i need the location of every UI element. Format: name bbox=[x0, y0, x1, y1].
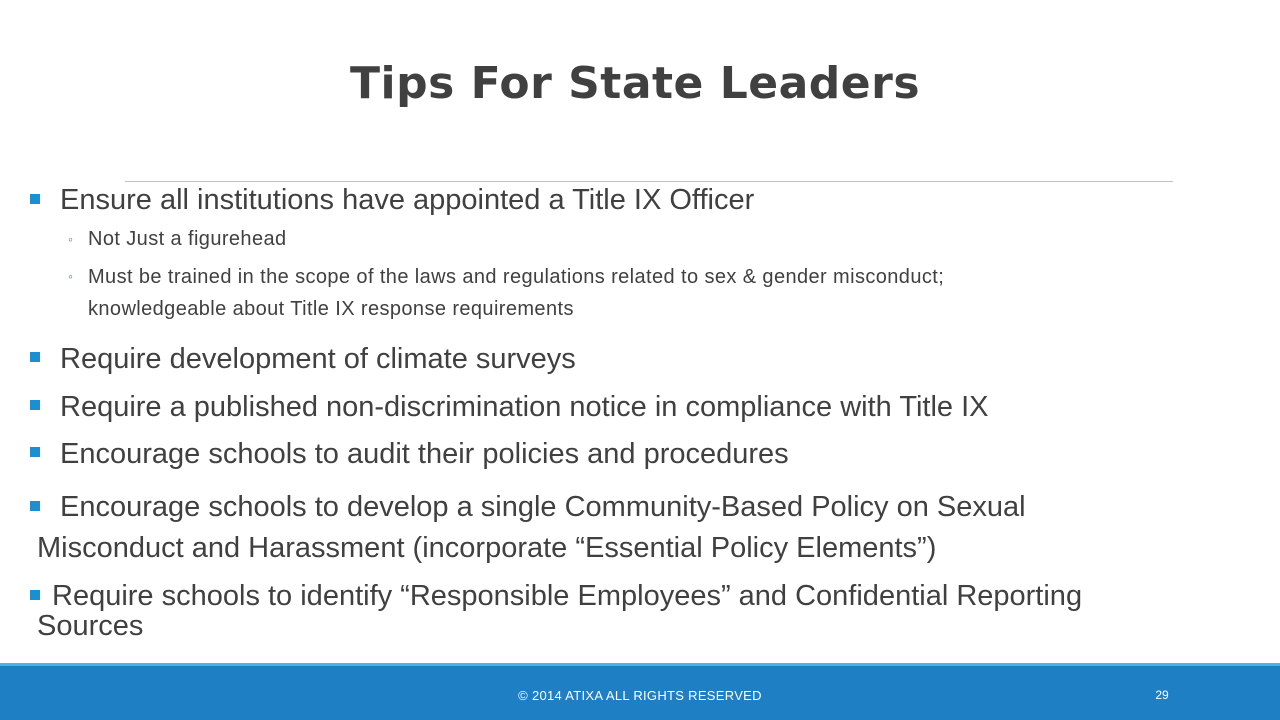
sub-bullet-item: Must be trained in the scope of the laws and regulations related to sex & gender misconduct; bbox=[88, 266, 945, 288]
bullet-item: Require schools to identify “Responsible Employees” and Confidential Reporting bbox=[52, 580, 1083, 612]
sub-bullet-marker-icon: ◦ bbox=[68, 268, 73, 284]
bullet-marker-icon bbox=[30, 194, 40, 204]
bullet-marker-icon bbox=[30, 501, 40, 511]
bullet-marker-icon bbox=[30, 352, 40, 362]
bullet-marker-icon bbox=[30, 447, 40, 457]
bullet-item: Encourage schools to develop a single Community-Based Policy on Sexual bbox=[60, 491, 1026, 523]
sub-bullet-continuation: knowledgeable about Title IX response requirements bbox=[88, 298, 574, 320]
bullet-continuation: Sources bbox=[37, 610, 144, 642]
bullet-marker-icon bbox=[30, 590, 40, 600]
bullet-item: Require a published non-discrimination notice in compliance with Title IX bbox=[60, 391, 989, 423]
bullet-item: Ensure all institutions have appointed a Title IX Officer bbox=[60, 184, 755, 216]
footer-copyright: © 2014 ATIXA ALL RIGHTS RESERVED bbox=[518, 688, 762, 703]
bullet-marker-icon bbox=[30, 400, 40, 410]
sub-bullet-marker-icon: ◦ bbox=[68, 231, 73, 247]
bullet-item: Require development of climate surveys bbox=[60, 343, 576, 375]
page-number: 29 bbox=[1155, 688, 1169, 702]
sub-bullet-item: Not Just a figurehead bbox=[88, 228, 287, 250]
bullet-continuation: Misconduct and Harassment (incorporate “Essential Policy Elements”) bbox=[37, 532, 937, 564]
slide-title: Tips For State Leaders bbox=[349, 58, 921, 109]
bullet-item: Encourage schools to audit their policies and procedures bbox=[60, 438, 789, 470]
